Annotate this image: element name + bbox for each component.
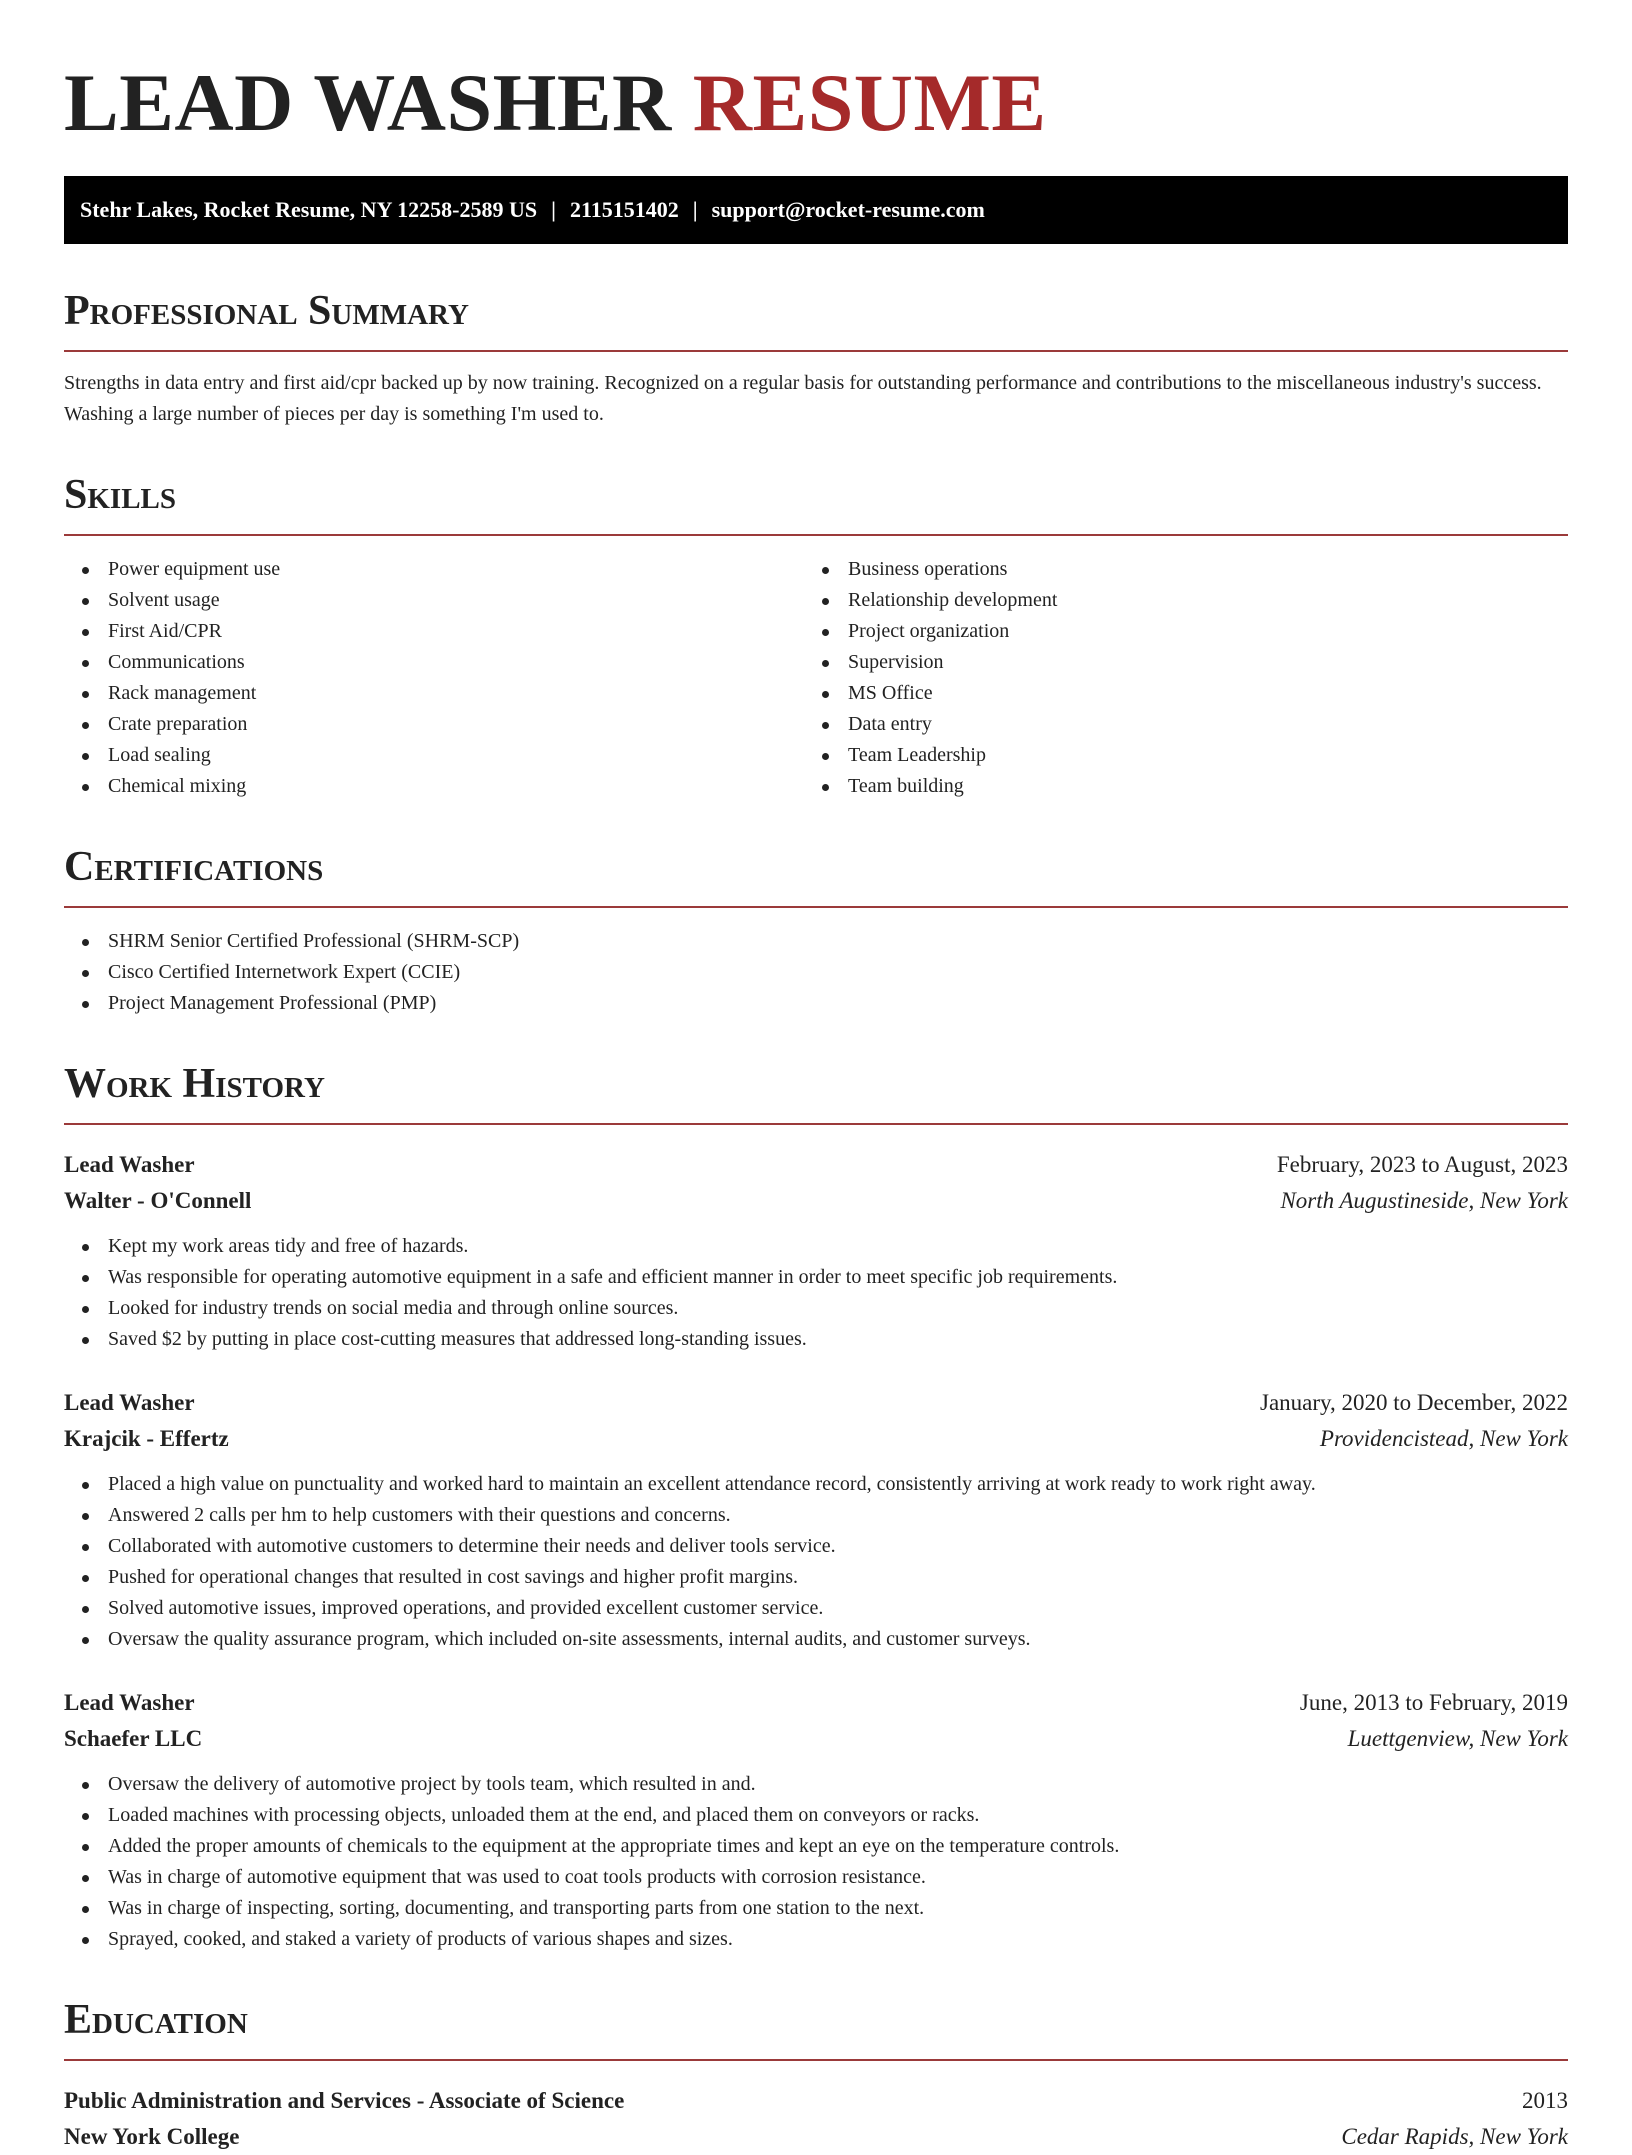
contact-bar <box>64 176 1568 244</box>
job-bullet: Was in charge of inspecting, sorting, documenting, and transporting parts from one station to the next. <box>64 1893 1568 1924</box>
title-accent: RESUME <box>692 57 1047 148</box>
certification-item: Project Management Professional (PMP) <box>64 988 1568 1019</box>
job-entry <box>64 1685 1568 1955</box>
skill-item: Project organization <box>804 616 1544 647</box>
job-location: Providencistead, New York <box>1319 1426 1568 1451</box>
section-heading-education: Education <box>64 1995 1568 2061</box>
skills-grid <box>64 554 1568 802</box>
job-entry <box>64 1147 1568 1355</box>
job-bullet: Sprayed, cooked, and staked a variety of products of various shapes and sizes. <box>64 1924 1568 1955</box>
education-school: New York College <box>64 2124 240 2149</box>
skills-list-left <box>64 554 804 802</box>
skill-item: Business operations <box>804 554 1544 585</box>
contact-separator: | <box>692 197 698 222</box>
skill-item: Relationship development <box>804 585 1544 616</box>
job-company-row <box>64 1721 1568 1757</box>
job-bullet: Looked for industry trends on social media and through online sources. <box>64 1293 1568 1324</box>
education-degree: Public Administration and Services - Associate of Science <box>64 2088 625 2113</box>
summary-text: Strengths in data entry and first aid/cpr backed up by now training. Recognized on a regular basis for outstanding performance and contributions to the miscellaneous industry's success. Washing a large number of pieces per day is something I'm used to. <box>64 372 1542 425</box>
job-company: Schaefer LLC <box>64 1726 203 1751</box>
certifications-section <box>64 842 1568 1019</box>
summary-section <box>64 286 1568 430</box>
work-history-section <box>64 1059 1568 1955</box>
skills-list-right <box>804 554 1544 802</box>
education-school-row <box>64 2119 1568 2155</box>
job-bullet: Saved $2 by putting in place cost-cutting measures that addressed long-standing issues. <box>64 1324 1568 1355</box>
section-heading-work-history: Work History <box>64 1059 1568 1125</box>
education-degree-row <box>64 2083 1568 2119</box>
job-bullet: Answered 2 calls per hm to help customers with their questions and concerns. <box>64 1500 1568 1531</box>
skill-item: Supervision <box>804 647 1544 678</box>
contact-address: Stehr Lakes, Rocket Resume, NY 12258-2589 US <box>80 197 538 222</box>
skill-item: Power equipment use <box>64 554 804 585</box>
resume-page <box>64 0 1568 2155</box>
job-bullets <box>64 1469 1568 1655</box>
job-title: Lead Washer <box>64 1152 195 1177</box>
resume-title <box>64 58 1568 148</box>
skill-item: Solvent usage <box>64 585 804 616</box>
skill-item: Load sealing <box>64 740 804 771</box>
section-heading-summary: Professional Summary <box>64 286 1568 352</box>
education-year: 2013 <box>1522 2088 1568 2113</box>
job-title: Lead Washer <box>64 1390 195 1415</box>
contact-separator: | <box>551 197 556 222</box>
job-company-row <box>64 1421 1568 1457</box>
job-dates: January, 2020 to December, 2022 <box>1260 1390 1568 1415</box>
certification-item: SHRM Senior Certified Professional (SHRM-SCP) <box>64 926 1568 957</box>
certifications-list <box>64 926 1568 1019</box>
job-bullet: Was responsible for operating automotive equipment in a safe and efficient manner in order to meet specific job requirements. <box>64 1262 1568 1293</box>
title-main: LEAD WASHER <box>64 57 672 148</box>
certification-item: Cisco Certified Internetwork Expert (CCIE) <box>64 957 1568 988</box>
skill-item: Crate preparation <box>64 709 804 740</box>
skill-item: First Aid/CPR <box>64 616 804 647</box>
job-dates: February, 2023 to August, 2023 <box>1276 1152 1568 1177</box>
education-section <box>64 1995 1568 2155</box>
skill-item: Data entry <box>804 709 1544 740</box>
job-bullet: Oversaw the delivery of automotive project by tools team, which resulted in and. <box>64 1769 1568 1800</box>
job-bullet: Collaborated with automotive customers to determine their needs and deliver tools service. <box>64 1531 1568 1562</box>
job-bullet: Loaded machines with processing objects, unloaded them at the end, and placed them on conveyors or racks. <box>64 1800 1568 1831</box>
job-location: North Augustineside, New York <box>1280 1188 1568 1213</box>
job-bullet: Oversaw the quality assurance program, which included on-site assessments, internal audits, and customer surveys. <box>64 1624 1568 1655</box>
skill-item: Team Leadership <box>804 740 1544 771</box>
job-bullet: Solved automotive issues, improved operations, and provided excellent customer service. <box>64 1593 1568 1624</box>
job-bullet: Added the proper amounts of chemicals to the equipment at the appropriate times and kept an eye on the temperature controls. <box>64 1831 1568 1862</box>
job-title-row <box>64 1147 1568 1183</box>
education-location: Cedar Rapids, New York <box>1341 2124 1568 2149</box>
job-bullet: Placed a high value on punctuality and worked hard to maintain an excellent attendance record, consistently arriving at work ready to work right away. <box>64 1469 1568 1500</box>
job-bullet: Pushed for operational changes that resulted in cost savings and higher profit margins. <box>64 1562 1568 1593</box>
skill-item: Rack management <box>64 678 804 709</box>
job-bullet: Was in charge of automotive equipment that was used to coat tools products with corrosion resistance. <box>64 1862 1568 1893</box>
job-title: Lead Washer <box>64 1690 195 1715</box>
job-bullets <box>64 1769 1568 1955</box>
skills-section <box>64 470 1568 802</box>
job-location: Luettgenview, New York <box>1347 1726 1568 1751</box>
contact-phone: 2115151402 <box>569 197 679 222</box>
job-bullets <box>64 1231 1568 1355</box>
job-dates: June, 2013 to February, 2019 <box>1299 1690 1568 1715</box>
skill-item: Communications <box>64 647 804 678</box>
section-heading-skills: Skills <box>64 470 1568 536</box>
contact-email: support@rocket-resume.com <box>711 197 985 222</box>
job-title-row <box>64 1385 1568 1421</box>
job-company-row <box>64 1183 1568 1219</box>
job-company: Walter - O'Connell <box>64 1188 252 1213</box>
skill-item: Team building <box>804 771 1544 802</box>
job-bullet: Kept my work areas tidy and free of hazards. <box>64 1231 1568 1262</box>
skill-item: Chemical mixing <box>64 771 804 802</box>
skill-item: MS Office <box>804 678 1544 709</box>
section-heading-certifications: Certifications <box>64 842 1568 908</box>
education-entry <box>64 2083 1568 2155</box>
job-company: Krajcik - Effertz <box>64 1426 229 1451</box>
job-entry <box>64 1385 1568 1655</box>
job-title-row <box>64 1685 1568 1721</box>
